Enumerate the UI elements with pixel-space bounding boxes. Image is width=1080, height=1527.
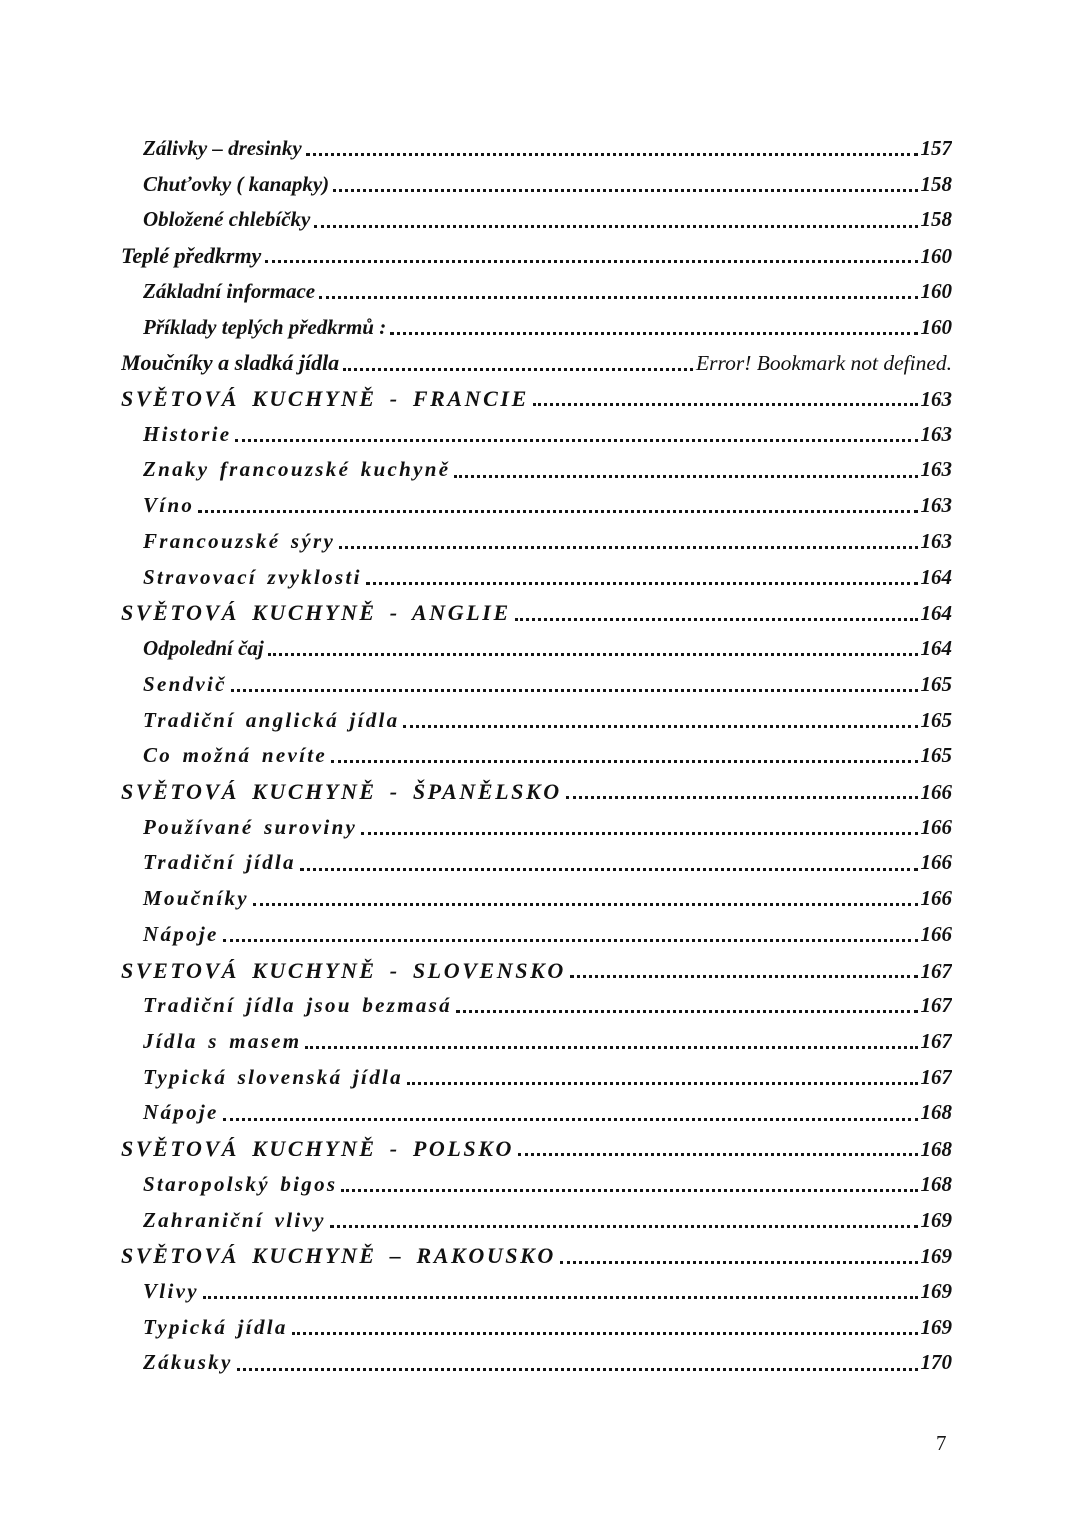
dot-leader xyxy=(331,760,917,763)
toc-entry[interactable] xyxy=(121,131,952,167)
toc-entry-label: Zálivky – dresinky xyxy=(143,136,302,160)
table-of-contents xyxy=(121,131,952,1381)
toc-entry-page: 165 xyxy=(920,743,952,768)
toc-entry[interactable] xyxy=(121,381,952,417)
toc-entry-page: 167 xyxy=(920,1028,952,1053)
dot-leader xyxy=(305,1046,917,1049)
toc-entry[interactable] xyxy=(121,953,952,989)
dot-leader xyxy=(341,1189,917,1192)
toc-entry[interactable] xyxy=(121,202,952,238)
toc-entry[interactable] xyxy=(121,917,952,953)
dot-leader xyxy=(237,1368,918,1371)
dot-leader xyxy=(454,475,917,478)
dot-leader xyxy=(361,832,917,835)
dot-leader xyxy=(235,439,917,442)
toc-entry[interactable] xyxy=(121,1203,952,1239)
dot-leader xyxy=(403,725,917,728)
toc-entry-label: Zahraniční vlivy xyxy=(143,1207,326,1232)
dot-leader xyxy=(343,368,693,371)
toc-entry[interactable] xyxy=(121,738,952,774)
toc-entry-page: 169 xyxy=(920,1314,952,1339)
toc-entry-page: 165 xyxy=(920,671,952,696)
dot-leader xyxy=(231,689,918,692)
toc-entry-page: 167 xyxy=(920,1064,952,1089)
toc-entry-label: Tradiční jídla xyxy=(143,850,296,875)
toc-entry[interactable] xyxy=(121,703,952,739)
toc-entry-page: 169 xyxy=(920,1279,952,1303)
toc-entry-page: 164 xyxy=(920,636,952,661)
toc-entry-page: 168 xyxy=(920,1171,952,1196)
toc-entry-label: Typická slovenská jídla xyxy=(143,1064,403,1089)
toc-entry[interactable] xyxy=(121,1095,952,1131)
toc-entry-page: 160 xyxy=(920,278,952,303)
toc-entry[interactable] xyxy=(121,1238,952,1274)
dot-leader xyxy=(518,1153,918,1156)
toc-entry-label: Historie xyxy=(143,421,232,446)
toc-entry-label: Znaky francouzské kuchyně xyxy=(143,457,451,482)
dot-leader xyxy=(198,510,917,513)
toc-entry[interactable] xyxy=(121,488,952,524)
dot-leader xyxy=(330,1225,918,1228)
toc-entry-page: Error! Bookmark not defined. xyxy=(696,351,952,376)
dot-leader xyxy=(314,225,917,228)
toc-entry-label: SVETOVÁ KUCHYNĚ - SLOVENSKO xyxy=(121,957,566,983)
dot-leader xyxy=(566,796,918,799)
toc-entry[interactable] xyxy=(121,1310,952,1346)
toc-entry[interactable] xyxy=(121,1060,952,1096)
dot-leader xyxy=(253,903,918,906)
toc-entry-page: 169 xyxy=(920,1244,952,1269)
toc-entry[interactable] xyxy=(121,810,952,846)
dot-leader xyxy=(203,1296,918,1299)
dot-leader xyxy=(306,153,918,156)
toc-entry[interactable] xyxy=(121,881,952,917)
dot-leader xyxy=(300,868,918,871)
toc-entry-label: Jídla s masem xyxy=(143,1028,302,1053)
toc-entry[interactable] xyxy=(121,274,952,310)
toc-entry-label: Teplé předkrmy xyxy=(121,243,262,269)
toc-entry-page: 166 xyxy=(920,850,952,875)
toc-entry-page: 164 xyxy=(920,564,952,589)
toc-entry-label: Odpolední čaj xyxy=(143,636,264,661)
toc-entry-label: SVĚTOVÁ KUCHYNĚ - POLSKO xyxy=(121,1136,514,1162)
toc-entry-label: Typická jídla xyxy=(143,1314,288,1339)
toc-entry[interactable] xyxy=(121,1024,952,1060)
toc-entry[interactable] xyxy=(121,1131,952,1167)
toc-entry-page: 163 xyxy=(920,528,952,553)
toc-entry[interactable] xyxy=(121,1345,952,1381)
toc-entry-label: Stravovací zvyklosti xyxy=(143,564,362,589)
toc-entry-page: 167 xyxy=(920,993,952,1018)
toc-entry-page: 166 xyxy=(920,814,952,839)
toc-entry-page: 168 xyxy=(920,1137,952,1162)
dot-leader xyxy=(268,653,918,656)
toc-entry-label: Nápoje xyxy=(143,921,219,946)
dot-leader xyxy=(456,1010,918,1013)
toc-entry[interactable] xyxy=(121,1167,952,1203)
toc-entry-label: Příklady teplých předkrmů : xyxy=(143,314,387,339)
toc-entry[interactable] xyxy=(121,988,952,1024)
toc-entry-page: 158 xyxy=(920,207,952,232)
toc-entry-page: 166 xyxy=(920,921,952,946)
toc-entry-label: Vlivy xyxy=(143,1279,199,1303)
toc-entry[interactable] xyxy=(121,595,952,631)
dot-leader xyxy=(265,260,917,263)
toc-entry[interactable] xyxy=(121,417,952,453)
toc-entry[interactable] xyxy=(121,1274,952,1310)
toc-entry-page: 166 xyxy=(920,779,952,804)
toc-entry-label: SVĚTOVÁ KUCHYNĚ - ŠPANĚLSKO xyxy=(121,778,562,804)
toc-entry-label: Obložené chlebíčky xyxy=(143,207,311,232)
toc-entry-page: 167 xyxy=(920,958,952,983)
dot-leader xyxy=(407,1082,918,1085)
toc-entry-page: 158 xyxy=(920,171,952,196)
toc-entry-label: Chuťovky ( kanapky) xyxy=(143,171,330,196)
toc-entry-page: 160 xyxy=(920,314,952,339)
toc-entry-page: 163 xyxy=(920,457,952,482)
toc-entry-label: Tradiční jídla jsou bezmasá xyxy=(143,993,452,1018)
toc-entry[interactable] xyxy=(121,310,952,346)
dot-leader xyxy=(515,618,918,621)
dot-leader xyxy=(223,1118,918,1121)
toc-entry[interactable] xyxy=(121,167,952,203)
dot-leader xyxy=(319,296,917,299)
toc-entry-page: 170 xyxy=(920,1350,952,1375)
toc-entry-label: Zákusky xyxy=(143,1350,233,1375)
toc-entry-label: Používané suroviny xyxy=(143,814,358,839)
toc-entry-label: Nápoje xyxy=(143,1100,219,1125)
toc-entry-label: SVĚTOVÁ KUCHYNĚ - FRANCIE xyxy=(121,386,529,412)
toc-entry[interactable] xyxy=(121,631,952,667)
toc-entry-label: Moučníky xyxy=(143,886,249,911)
toc-entry-page: 163 xyxy=(920,387,952,412)
toc-entry-label: SVĚTOVÁ KUCHYNĚ – RAKOUSKO xyxy=(121,1243,556,1269)
toc-entry[interactable] xyxy=(121,774,952,810)
dot-leader xyxy=(366,582,918,585)
dot-leader xyxy=(339,546,917,549)
toc-entry[interactable] xyxy=(121,667,952,703)
dot-leader xyxy=(560,1261,918,1264)
toc-entry[interactable] xyxy=(121,452,952,488)
toc-entry-page: 163 xyxy=(920,421,952,446)
toc-entry-label: Co možná nevíte xyxy=(143,743,328,768)
toc-entry-page: 157 xyxy=(920,136,952,160)
toc-entry-page: 166 xyxy=(920,886,952,911)
toc-entry-page: 165 xyxy=(920,707,952,732)
toc-entry-label: Víno xyxy=(143,493,195,518)
toc-entry[interactable] xyxy=(121,524,952,560)
toc-entry[interactable] xyxy=(121,560,952,596)
toc-entry-page: 163 xyxy=(920,493,952,518)
toc-entry-label: Moučníky a sladká jídla xyxy=(121,350,340,376)
dot-leader xyxy=(570,975,918,978)
toc-entry[interactable] xyxy=(121,345,952,381)
toc-entry-page: 160 xyxy=(920,244,952,269)
toc-entry-page: 164 xyxy=(920,601,952,626)
toc-entry-label: Základní informace xyxy=(143,278,316,303)
dot-leader xyxy=(390,332,917,335)
toc-entry-label: SVĚTOVÁ KUCHYNĚ - ANGLIE xyxy=(121,600,511,626)
dot-leader xyxy=(223,939,918,942)
dot-leader xyxy=(292,1332,918,1335)
dot-leader xyxy=(333,189,917,192)
toc-entry-page: 169 xyxy=(920,1207,952,1232)
toc-entry-label: Tradiční anglická jídla xyxy=(143,707,400,732)
toc-entry-label: Staropolský bigos xyxy=(143,1171,338,1196)
page-number: 7 xyxy=(936,1431,947,1455)
toc-entry-page: 168 xyxy=(920,1100,952,1125)
toc-entry[interactable] xyxy=(121,238,952,274)
toc-entry[interactable] xyxy=(121,845,952,881)
toc-entry-label: Sendvič xyxy=(143,671,227,696)
toc-entry-label: Francouzské sýry xyxy=(143,528,336,553)
dot-leader xyxy=(533,403,918,406)
